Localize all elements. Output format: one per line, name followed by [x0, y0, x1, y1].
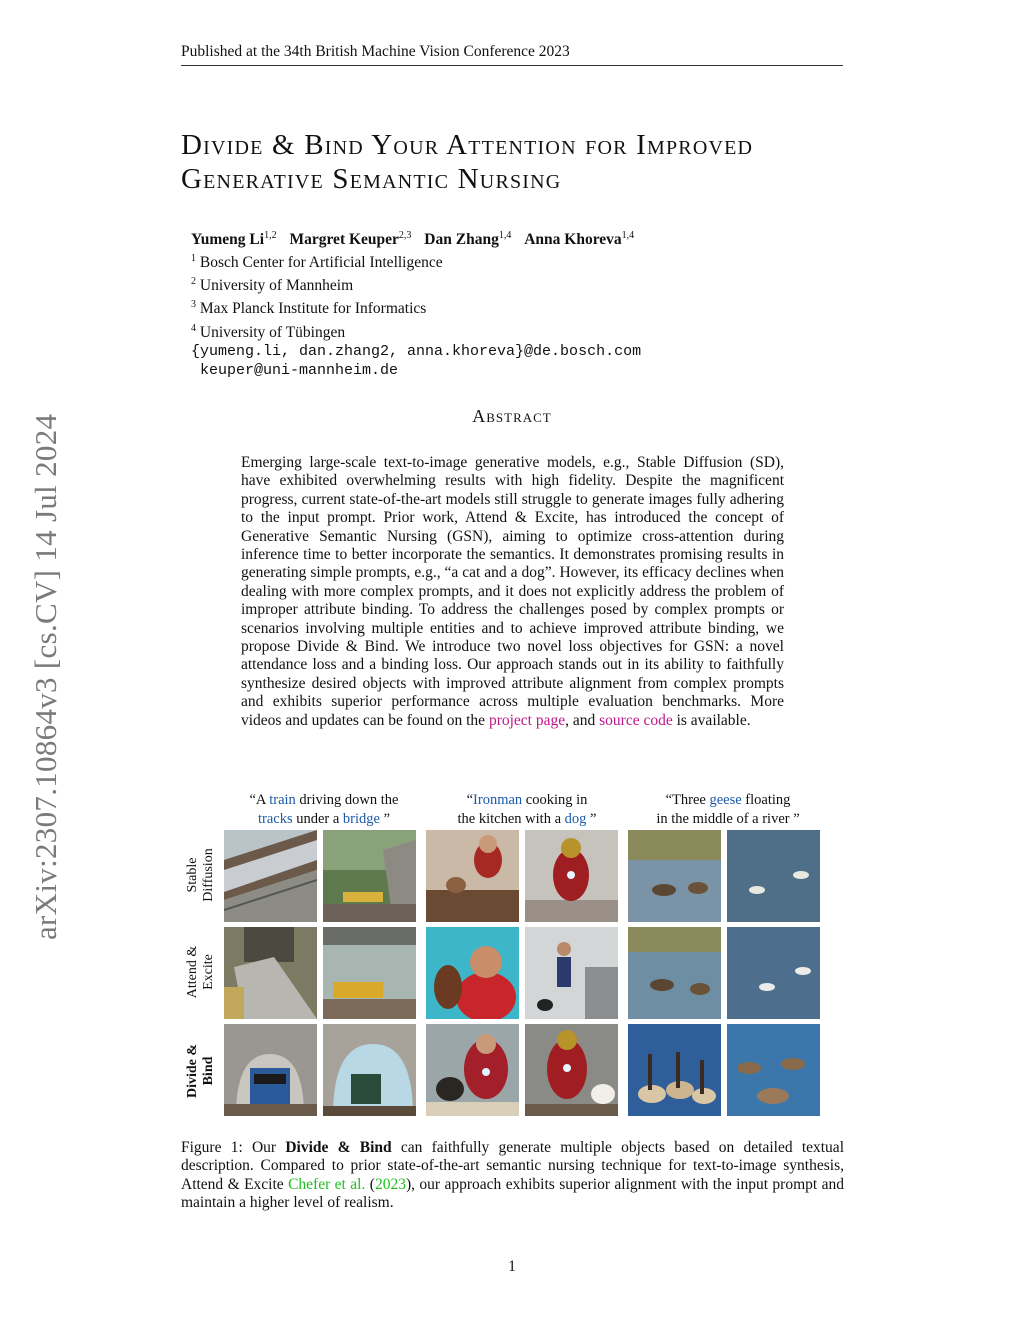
image-sd-train-1: [224, 830, 317, 922]
image-ae-train-1: [224, 927, 317, 1019]
citation-link[interactable]: Chefer et al.: [288, 1175, 366, 1193]
image-db-train-2: [323, 1024, 416, 1116]
prompt-caption-ironman: “Ironman cooking in the kitchen with a dog ”: [457, 792, 597, 827]
email-line: keuper@uni-mannheim.de: [191, 361, 399, 379]
affiliation: $^3$ Max Planck Institute for Informatics: [191, 299, 427, 318]
author: Yumeng Li$^{1,2}$: [191, 230, 277, 249]
image-sd-geese-2: [727, 830, 820, 922]
abstract-heading: Abstract: [472, 406, 552, 426]
row-label-divide-bind: Divide & Bind: [185, 1043, 216, 1099]
affiliation: $^2$ University of Mannheim: [191, 276, 354, 295]
image-ae-ironman-1: [426, 927, 519, 1019]
row-label-stable-diffusion: Stable Diffusion: [185, 848, 216, 902]
image-sd-ironman-1: [426, 830, 519, 922]
citation-year-link[interactable]: 2023: [374, 1175, 406, 1193]
prompt-caption-train: “A train driving down the tracks under a bridge ”: [249, 792, 399, 827]
paper-title: [181, 128, 846, 196]
prompt-caption-geese: “Three geese floating in the middle of a river ”: [656, 792, 800, 827]
title-line-2: Generative Semantic Nursing: [181, 163, 562, 195]
image-sd-ironman-2: [525, 830, 618, 922]
arxiv-watermark: arXiv:2307.10864v3 [cs.CV] 14 Jul 2024: [28, 413, 63, 940]
project-page-link[interactable]: project page: [488, 711, 566, 729]
image-db-train-1: [224, 1024, 317, 1116]
image-ae-geese-1: [628, 927, 721, 1019]
email-line: {yumeng.li, dan.zhang2, anna.khoreva}@de.bosch.com: [191, 342, 642, 360]
image-db-geese-1: [628, 1024, 721, 1116]
author: Margret Keuper$^{2,3}$: [289, 230, 412, 249]
running-header: Published at the 34th British Machine Vision Conference 2023: [181, 43, 843, 66]
title-line-1: Divide & Bind Your Attention for Improved: [181, 129, 754, 161]
affiliation: $^4$ University of Tübingen: [191, 322, 346, 341]
image-ae-train-2: [323, 927, 416, 1019]
image-sd-train-2: [323, 830, 416, 922]
image-ae-geese-2: [727, 927, 820, 1019]
affiliation: $^1$ Bosch Center for Artificial Intelligence: [191, 253, 443, 272]
image-ae-ironman-2: [525, 927, 618, 1019]
page-number: 1: [508, 1258, 516, 1275]
row-label-attend-excite: Attend & Excite: [185, 945, 216, 999]
abstract-text: Emerging large-scale text-to-image generative models, e.g., Stable Diffusion (SD), have exhibited overwhelming results with high fidelity. Despite the magnificent progress, current state-of-the-art models still struggle to generate images fully adhering to the input prompt. Prior work, Attend & Excite, has introduced the concept of Generative Semantic Nursing (GSN), aiming to optimize cross-attention during inference time to better incorporate the semantics. It demonstrates promising results in generating simple prompts, e.g., “a cat and a dog”. However, its efficacy declines when dealing with more complex prompts, and it does not explicitly address the problem of improper attribute binding. To address the challenges posed by complex prompts or scenarios involving multiple entities and to achieve improved attribute binding, we propose Divide & Bind. We introduce two novel loss objectives for GSN: a novel attendance loss and a binding loss. Our approach stands out in its ability to faithfully synthesize desired objects with improved attribute alignment from complex prompts and exhibits superior performance across multiple evaluation benchmarks. More videos and updates can be found on the project page, and source code is available.: [241, 454, 784, 729]
image-sd-geese-1: [628, 830, 721, 922]
figure-caption: Figure 1: Our Divide & Bind can faithfully generate multiple objects based on detailed textual description. Compared to prior state-of-the-art semantic nursing technique for text-to-image synthesis, Attend & Excite Chefer et al. (2023), our approach exhibits superior alignment with the input prompt and maintain a higher level of realism.: [181, 1139, 844, 1212]
author-names: [191, 226, 791, 249]
source-code-link[interactable]: source code: [599, 711, 673, 729]
author: Dan Zhang$^{1,4}$: [424, 230, 512, 249]
image-db-ironman-2: [525, 1024, 618, 1116]
author: Anna Khoreva$^{1,4}$: [524, 230, 635, 249]
image-db-ironman-1: [426, 1024, 519, 1116]
image-db-geese-2: [727, 1024, 820, 1116]
author-block: [191, 226, 791, 380]
